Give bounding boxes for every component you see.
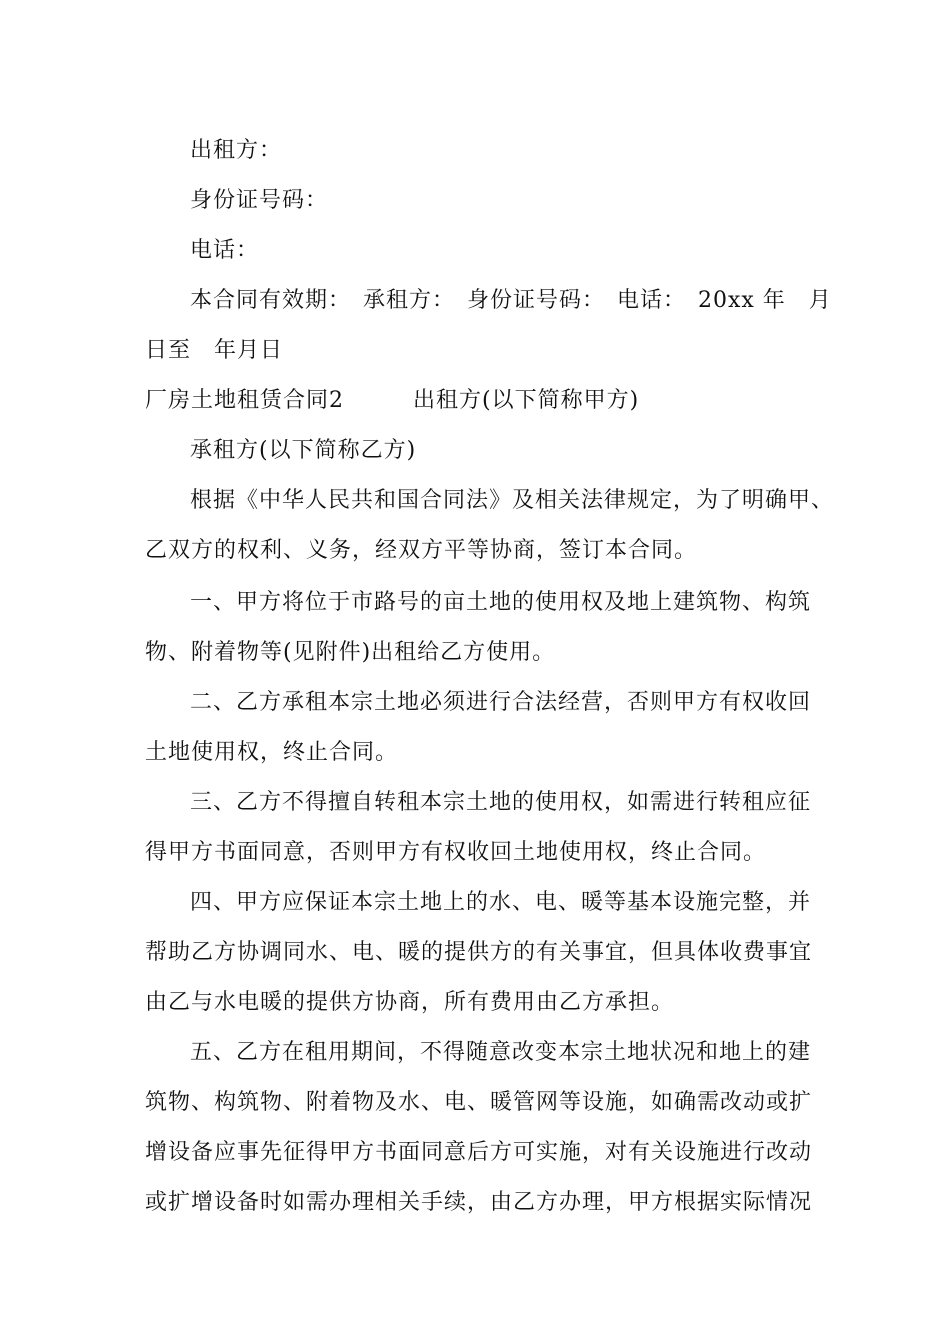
- clause-4: 四、甲方应保证本宗土地上的水、电、暖等基本设施完整，并: [190, 890, 812, 915]
- clause-5-cont-1: 筑物、构筑物、附着物及水、电、暖管网等设施，如确需改动或扩: [145, 1090, 813, 1115]
- clause-1: 一、甲方将位于市路号的亩土地的使用权及地上建筑物、构筑: [190, 590, 812, 615]
- id-number-line: 身份证号码：: [190, 188, 329, 213]
- clause-4-cont-2: 由乙与水电暖的提供方协商，所有费用由乙方承担。: [145, 990, 675, 1015]
- lessor-line: 出租方：: [190, 138, 283, 163]
- validity-line-cont: 日至 年月日: [145, 338, 284, 363]
- paragraph-intro: 根据《中华人民共和国合同法》及相关法律规定，为了明确甲、: [190, 488, 835, 513]
- paragraph-intro-cont: 乙双方的权利、义务，经双方平等协商，签订本合同。: [145, 538, 698, 563]
- clause-5: 五、乙方在租用期间，不得随意改变本宗土地状况和地上的建: [190, 1040, 812, 1065]
- clause-1-cont: 物、附着物等(见附件)出租给乙方使用。: [145, 640, 556, 665]
- lessee-line: 承租方(以下简称乙方): [190, 438, 417, 463]
- clause-2-cont: 土地使用权，终止合同。: [145, 740, 399, 765]
- clause-2: 二、乙方承租本宗土地必须进行合法经营，否则甲方有权收回: [190, 690, 812, 715]
- clause-5-cont-3: 或扩增设备时如需办理相关手续，由乙方办理，甲方根据实际情况: [145, 1190, 813, 1215]
- phone-line: 电话：: [190, 238, 260, 263]
- clause-3: 三、乙方不得擅自转租本宗土地的使用权，如需进行转租应征: [190, 790, 812, 815]
- contract-title-line: 厂房土地租赁合同2 出租方(以下简称甲方): [145, 388, 640, 413]
- clause-5-cont-2: 增设备应事先征得甲方书面同意后方可实施，对有关设施进行改动: [145, 1140, 813, 1165]
- clause-3-cont: 得甲方书面同意，否则甲方有权收回土地使用权，终止合同。: [145, 840, 767, 865]
- validity-line: 本合同有效期： 承租方： 身份证号码： 电话： 20xx 年 月: [190, 288, 832, 313]
- clause-4-cont-1: 帮助乙方协调同水、电、暖的提供方的有关事宜，但具体收费事宜: [145, 940, 813, 965]
